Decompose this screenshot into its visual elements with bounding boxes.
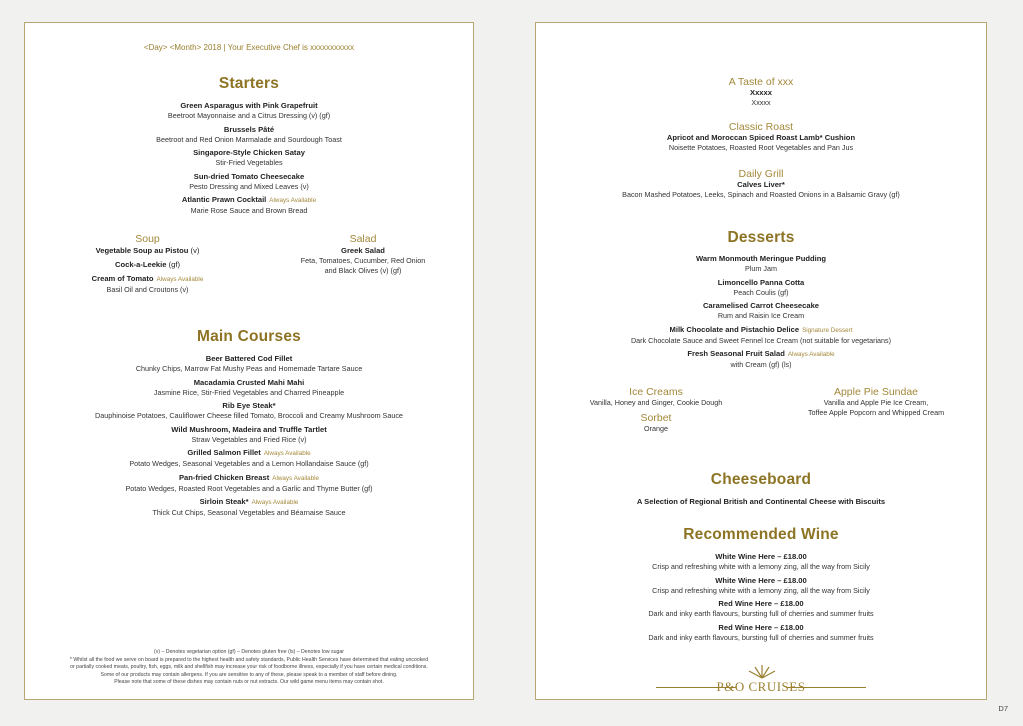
list-item: Fresh Seasonal Fruit Salad Always Available with Cream (gf) (ls) xyxy=(687,349,835,369)
taste-title: A Taste of xxx xyxy=(728,76,794,88)
salad-section xyxy=(273,233,453,279)
main-courses-title: Main Courses xyxy=(196,328,302,345)
list-item: Cock-a-Leekie (gf) xyxy=(114,260,180,269)
sundae-title: Apple Pie Sundae xyxy=(833,386,919,398)
daily-grill-title: Daily Grill xyxy=(738,168,784,180)
ice-creams-title: Ice Creams xyxy=(629,386,683,398)
list-item: Milk Chocolate and Pistachio Delice Signature Dessert Dark Chocolate Sauce and Sweet Fennel Ice Cream (not suitable for vegetarians) xyxy=(630,324,892,345)
always-available-tag: Always Available xyxy=(269,197,317,204)
list-item: Sun-dried Tomato Cheesecake Pesto Dressing and Mixed Leaves (v) xyxy=(189,171,309,191)
list-item: Singapore-Style Chicken Satay Stir-Fried Vegetables xyxy=(193,148,305,167)
ice-creams-section: Ice Creams Vanilla, Honey and Ginger, Cookie Dough Sorbet Orange xyxy=(566,386,746,433)
taste-section: A Taste of xxx Xxxxx Xxxxx xyxy=(536,76,986,112)
list-item: Beer Battered Cod Fillet Chunky Chips, Marrow Fat Mushy Peas and Homemade Tartare Sauce xyxy=(135,354,363,373)
wine-list xyxy=(536,552,986,646)
list-item: Red Wine Here – £18.00 Dark and inky earth flavours, bursting full of cherries and summer fruits xyxy=(648,599,874,618)
sun-rays-icon xyxy=(742,663,782,679)
list-item: Green Asparagus with Pink Grapefruit Beetroot Mayonnaise and a Citrus Dressing (v) (gf) xyxy=(167,101,331,120)
recommended-wine-title: Recommended Wine xyxy=(683,526,839,543)
classic-roast-section: Classic Roast Apricot and Moroccan Spiced Roast Lamb* Cushion Noisette Potatoes, Roasted Root Vegetables and Pan Jus xyxy=(536,121,986,157)
desserts-list xyxy=(536,254,986,374)
list-item: Rib Eye Steak* Dauphinoise Potatoes, Cauliflower Cheese filled Tomato, Broccoli and Creamy Mushroom Sauce xyxy=(95,401,403,420)
starters-list xyxy=(25,101,473,220)
list-item: Vegetable Soup au Pistou (v) xyxy=(95,246,200,255)
list-item: White Wine Here – £18.00 Crisp and refreshing white with a lemony zing, all the way from Sicily xyxy=(652,552,870,571)
soup-title: Soup xyxy=(135,233,160,245)
daily-grill-section: Daily Grill Calves Liver* Bacon Mashed Potatoes, Leeks, Spinach and Roasted Onions in a Balsamic Gravy (gf) xyxy=(536,168,986,204)
classic-roast-title: Classic Roast xyxy=(728,121,794,133)
list-item: Cream of Tomato Always Available Basil Oil and Croutons (v) xyxy=(91,274,204,294)
list-item: Warm Monmouth Meringue Pudding Plum Jam xyxy=(695,254,827,273)
list-item: White Wine Here – £18.00 Crisp and refreshing white with a lemony zing, all the way from Sicily xyxy=(652,575,870,595)
po-cruises-logo: P&O CRUISES xyxy=(536,663,986,697)
list-item: Red Wine Here – £18.00 Dark and inky earth flavours, bursting full of cherries and summer fruits xyxy=(648,622,874,642)
salad-title: Salad xyxy=(349,233,377,245)
list-item: Wild Mushroom, Madeira and Truffle Tartlet Straw Vegetables and Fried Rice (v) xyxy=(171,424,327,444)
always-available-tag: Always Available xyxy=(787,351,835,358)
desserts-title: Desserts xyxy=(727,229,795,246)
page-number: D7 xyxy=(998,704,1008,713)
list-item: Macadamia Crusted Mahi Mahi Jasmine Rice, Stir-Fried Vegetables and Charred Pineapple xyxy=(153,377,345,397)
sorbet-title: Sorbet xyxy=(640,411,672,424)
header-line: <Day> <Month> 2018 | Your Executive Chef is xxxxxxxxxxx xyxy=(143,43,355,52)
list-item: Grilled Salmon Fillet Always Available Potato Wedges, Seasonal Vegetables and a Lemon Hollandaise Sauce (gf) xyxy=(129,448,369,468)
always-available-tag: Always Available xyxy=(251,499,299,506)
main-courses-list xyxy=(25,354,473,522)
always-available-tag: Always Available xyxy=(263,450,311,457)
signature-dessert-tag: Signature Dessert xyxy=(802,326,853,334)
always-available-tag: Always Available xyxy=(156,276,204,283)
sundae-section: Apple Pie Sundae Vanilla and Apple Pie Ice Cream, Toffee Apple Popcorn and Whipped Cream xyxy=(786,386,966,417)
left-menu-page xyxy=(24,22,474,700)
dietary-legend: (v) – Denotes vegetarian option (gf) – Denotes gluten free (ls) – Denotes low sugar xyxy=(153,649,345,655)
cheeseboard-title: Cheeseboard xyxy=(710,471,812,488)
list-item: Atlantic Prawn Cocktail Always Available Marie Rose Sauce and Brown Bread xyxy=(181,195,317,215)
starters-title: Starters xyxy=(218,75,280,92)
list-item: Greek Salad Feta, Tomatoes, Cucumber, Red Onion and Black Olives (v) (gf) xyxy=(300,246,426,275)
list-item: Sirloin Steak* Always Available Thick Cut Chips, Seasonal Vegetables and Béarnaise Sauce xyxy=(152,497,346,517)
list-item: Pan-fried Chicken Breast Always Available Potato Wedges, Roasted Root Vegetables and a Garlic and Thyme Butter (gf) xyxy=(125,472,373,493)
list-item: Caramelised Carrot Cheesecake Rum and Raisin Ice Cream xyxy=(702,301,820,320)
list-item: Brussels Pâté Beetroot and Red Onion Marmalade and Sourdough Toast xyxy=(156,124,342,144)
always-available-tag: Always Available xyxy=(272,474,320,482)
right-menu-page: A Taste of xxx Xxxxx Xxxxx Classic Roast Apricot and Moroccan Spiced Roast Lamb* Cushion Noisette Potatoes, Roasted Root Vegetables and Pan Jus Daily Grill Calves Liver* Bacon Mashed Potatoes, Leeks, Spinach and Roasted Onions in a Balsamic Gravy (gf) Desserts Warm Monmouth Meringue Pudding Plum Jam Limoncello Panna Cotta Peach Coulis (gf) Caramelised Carrot Cheesecake Rum and Raisin Ice Cream Milk Chocolate and Pistachio Delice Signature Dessert Dark Chocolate Sauce and Sweet Fennel Ice Cream (not suitable for vegetarians) Fresh Seasonal Fruit Salad Always Available with Cream (gf) (ls) Ice Creams Vanilla, Honey and Ginger, Cookie Dough Sorbet Orange Apple Pie Sundae Vanilla and Apple Pie Ice Cream, Toffee Apple Popcorn and Whipped Cream Cheeseboard A Selection of Regional British and Continental Cheese with Biscuits Recommended Wine White Wine Here – £18.00 Crisp and refreshing white with a lemony zing, all the way from Sicily White Wine Here – £18.00 Crisp and refreshing white with a lemony zing, all the way from Sicily Red Wine Here – £18.00 Dark and inky earth flavours, bursting full of cherries and summer fruits Red Wine Here – £18.00 Dark and inky earth flavours, bursting full of cherries and summer fruits P&O CRUISES D7 xyxy=(535,22,987,700)
list-item: Limoncello Panna Cotta Peach Coulis (gf) xyxy=(717,277,805,297)
footer-notes: (v) – Denotes vegetarian option (gf) – Denotes gluten free (ls) – Denotes low sugar * Whilst all the food we serve on board is prepared to the highest health and safety standards, Public Health Services have determined that eating uncooked or partially cooked meats, poultry, fish, eggs, milk and shellfish may increase your risk of foodborne illness, especially if you have certain medical conditions. Some of our products may contain allergens. If you are sensitive to any of these, please speak to a member of staff before dining. Please note that some of these dishes may contain nuts or nut extracts. Our wild game menu items may contain shot. xyxy=(45,649,453,687)
soup-section xyxy=(65,233,230,299)
